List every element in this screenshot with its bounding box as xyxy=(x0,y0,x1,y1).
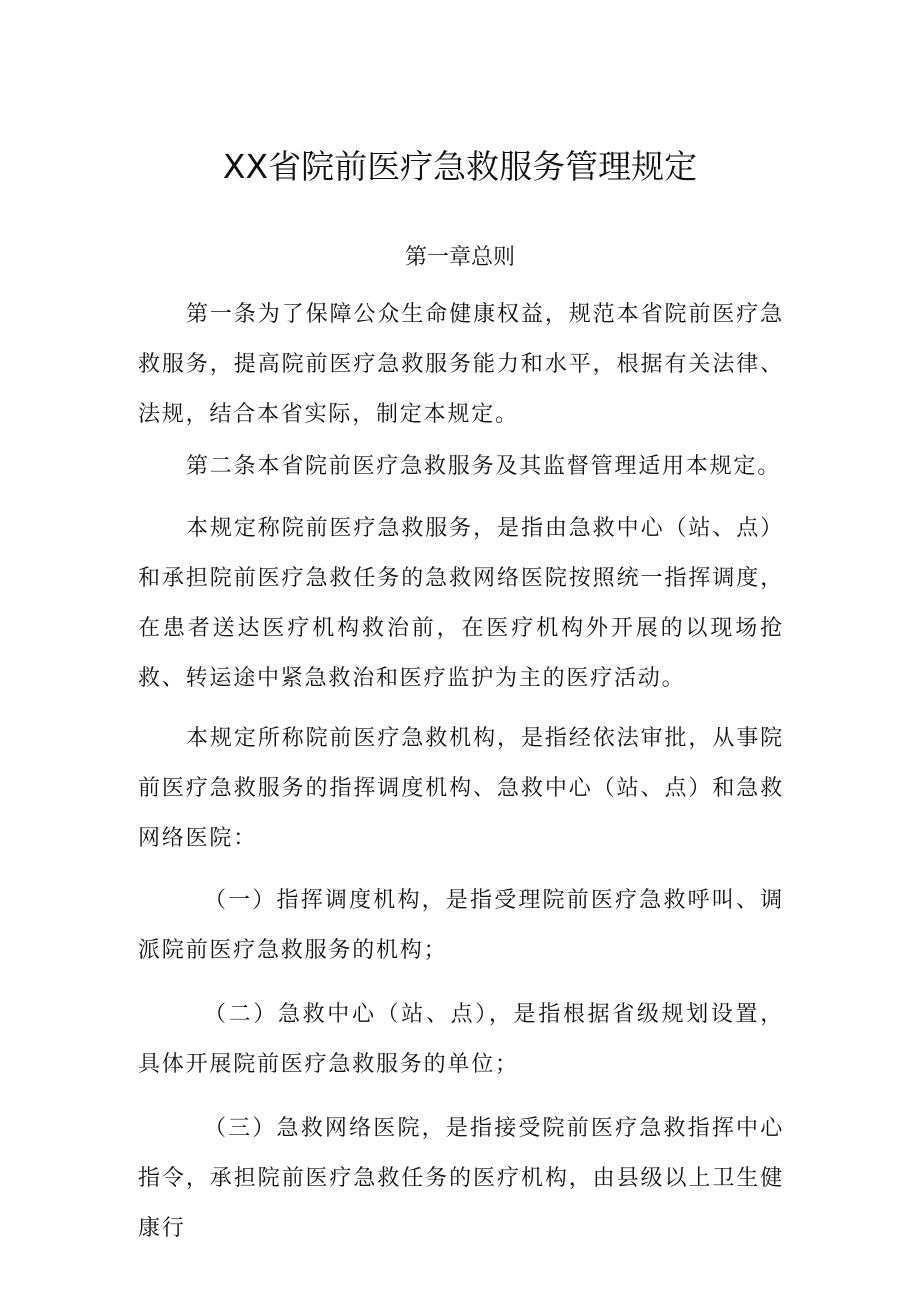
item-3-paragraph: （三）急救网络医院，是指接受院前医疗急救指挥中心指令，承担院前医疗急救任务的医疗机构，由县级以上卫生健康行 xyxy=(138,1116,784,1241)
document-title: XX省院前医疗急救服务管理规定 xyxy=(222,147,698,187)
item-2-paragraph: （二）急救中心（站、点），是指根据省级规划设置，具体开展院前医疗急救服务的单位； xyxy=(138,1002,784,1077)
item-1-paragraph: （一）指挥调度机构，是指受理院前医疗急救呼叫、调派院前医疗急救服务的机构； xyxy=(138,888,784,963)
definition-institution-paragraph: 本规定所称院前医疗急救机构，是指经依法审批，从事院前医疗急救服务的指挥调度机构、急救中心（站、点）和急救网络医院： xyxy=(138,726,784,851)
article-2-paragraph: 第二条本省院前医疗急救服务及其监督管理适用本规定。 xyxy=(186,454,782,479)
article-1-paragraph: 第一条为了保障公众生命健康权益，规范本省院前医疗急救服务，提高院前医疗急救服务能力和水平，根据有关法律、法规，结合本省实际，制定本规定。 xyxy=(138,302,784,427)
chapter-heading: 第一章总则 xyxy=(404,245,515,270)
definition-service-paragraph: 本规定称院前医疗急救服务，是指由急救中心（站、点）和承担院前医疗急救任务的急救网络医院按照统一指挥调度，在患者送达医疗机构救治前，在医疗机构外开展的以现场抢救、转运途中紧急救治和医疗监护为主的医疗活动。 xyxy=(138,516,784,691)
